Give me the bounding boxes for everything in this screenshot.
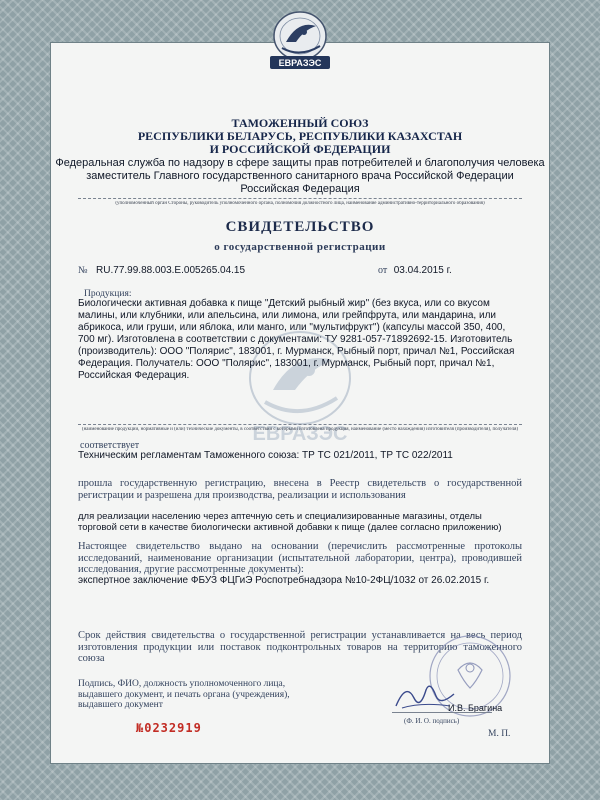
product-hint: (наименование продукции, нормативные и (или) технические документы, в соответствии с которыми изготовлена продукция, наименование (место нахождения) изготовителя (производителя), получателя) <box>81 427 519 432</box>
registration-date <box>378 265 452 276</box>
date-value: 03.04.2015 г. <box>393 265 452 276</box>
compliance-label: соответствует <box>80 440 140 451</box>
header-line-1: ТАМОЖЕННЫЙ СОЮЗ <box>231 116 369 130</box>
signature-label: Подпись, ФИО, должность уполномоченного лица, выдавшего документ, и печать органа (учреждения), выдавшего документ <box>78 679 290 710</box>
authority-line-2: заместитель Главного государственного санитарного врача Российской Федерации <box>86 170 514 182</box>
authority-hint: (уполномоченный орган Стороны, руководитель уполномоченного органа, полномочия должностного лица, наименование административно-территориального образования) <box>115 201 485 206</box>
divider <box>78 424 522 425</box>
number-prefix: № <box>78 265 88 276</box>
document-subtitle: о государственной регистрации <box>214 241 386 253</box>
authority-line-3: Российская Федерация <box>240 183 360 195</box>
basis-text: Настоящее свидетельство выдано на основании (перечислить рассмотренные протоколы исследований, наименование организации (испытательной лаборатории, центра), проводившей исследования, другие рассмотренные документы): <box>78 541 522 575</box>
header-line-3: И РОССИЙСКОЙ ФЕДЕРАЦИИ <box>209 142 391 156</box>
divider <box>78 198 522 199</box>
registration-fill: для реализации населению через аптечную сеть и специализированные магазины, отделы торговой сети в качестве биологически активной добавки к пище (далее согласно приложению) <box>78 511 502 533</box>
eurasec-emblem-icon <box>258 8 342 72</box>
header-line-2: РЕСПУБЛИКИ БЕЛАРУСЬ, РЕСПУБЛИКИ КАЗАХСТАН <box>137 129 463 143</box>
signature-line <box>392 712 492 713</box>
basis-fill: экспертное заключение ФБУЗ ФЦГиЭ Роспотребнадзора №10-2ФЦ/1032 от 26.02.2015 г. <box>78 575 490 586</box>
serial-number: №0232919 <box>136 721 202 735</box>
fio-hint: (Ф. И. О. подпись) <box>404 717 460 725</box>
document-title: СВИДЕТЕЛЬСТВО <box>225 219 375 235</box>
emblem-text: ЕВРАЗЭС <box>278 58 322 68</box>
compliance-text: Техническим регламентам Таможенного союза: ТР ТС 021/2011, ТР ТС 022/2011 <box>78 450 453 461</box>
svg-text:ЕВРАЗЭС: ЕВРАЗЭС <box>252 423 348 445</box>
date-prefix: от <box>378 265 388 276</box>
product-label: Продукция: <box>84 289 132 299</box>
seal-place: М. П. <box>488 729 511 739</box>
validity-text: Срок действия свидетельства о государственной регистрации устанавливается на весь период изготовления продукции или поставок подконтрольных товаров на территорию таможенного союза <box>78 630 522 664</box>
signer-name: И.В. Брагина <box>448 703 503 713</box>
product-description: Биологически активная добавка к пище "Детский рыбный жир" (без вкуса, или со вкусом малины, или клубники, или апельсина, или лимона, или грейпфрута, или мандарина, или абрикоса, или груши, или яблока, или манго, или "мультифрукт") (капсулы массой 350, 400, 700 мг). Изготовлена в соответствии с документами: ТУ 9281-057-71892692-15. Изготовитель (производитель): ООО "Полярис", 183001, г. Мурманск, Рыбный порт, причал №1, Российская Федерация. Получатель: ООО "Полярис", 183001, г. Мурманск, Рыбный порт, причал №1, Российская Федерация. <box>78 298 515 381</box>
number-value: RU.77.99.88.003.Е.005265.04.15 <box>96 265 246 276</box>
registration-number <box>78 265 245 276</box>
authority-line-1: Федеральная служба по надзору в сфере защиты прав потребителей и благополучия человека <box>55 157 545 169</box>
registration-text: прошла государственную регистрацию, внесена в Реестр свидетельств о государственной регистрации и разрешена для производства, реализации и использования <box>78 478 522 501</box>
